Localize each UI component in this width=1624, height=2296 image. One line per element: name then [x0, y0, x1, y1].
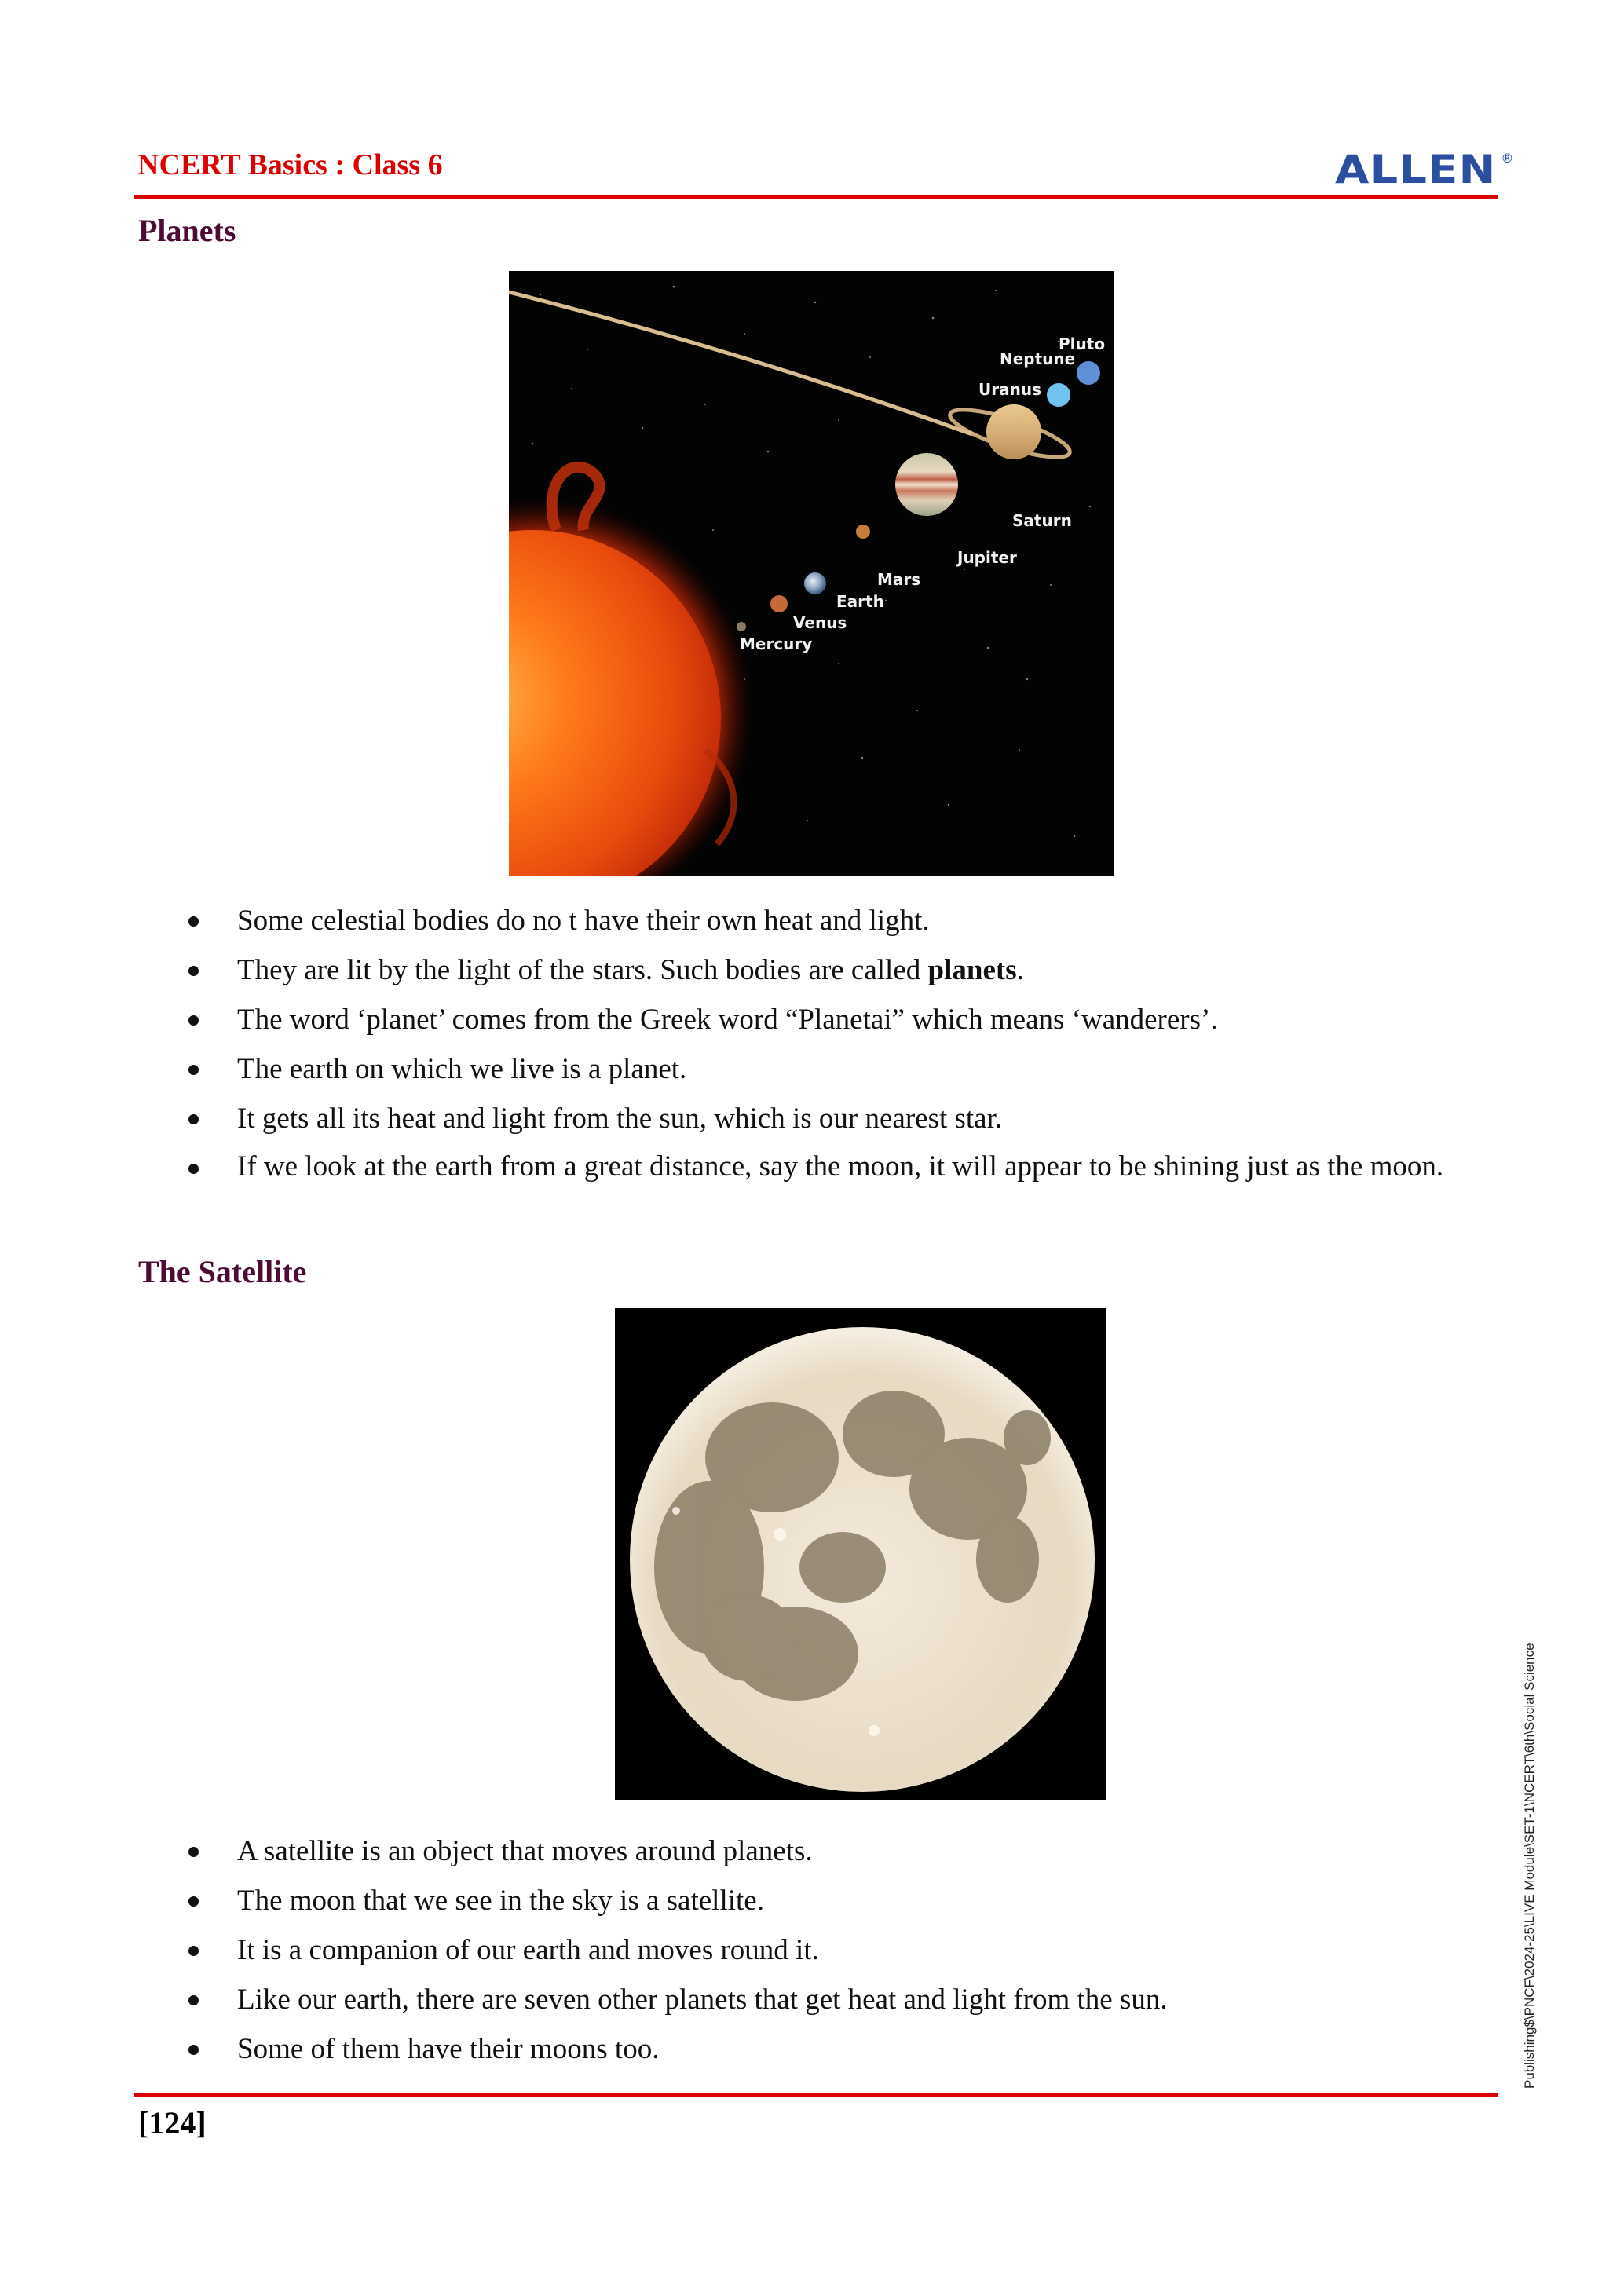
bullet-icon [188, 2045, 199, 2055]
page-number: [124] [138, 2105, 207, 2141]
logo-text: ALLEN [1335, 147, 1497, 192]
moon-image [615, 1308, 1106, 1800]
full-moon-photo [615, 1308, 1106, 1800]
header-title: NCERT Basics : Class 6 [137, 148, 443, 181]
solar-system-illustration [509, 271, 1114, 876]
allen-logo [1335, 148, 1513, 195]
mercury-planet [737, 622, 746, 631]
list-item: A satellite is an object that moves around planets. [188, 1826, 1508, 1876]
label-mercury: Mercury [740, 634, 813, 653]
bullet-icon [188, 1114, 199, 1124]
satellite-bullet-list [188, 1826, 1508, 2074]
registered-mark-icon: ® [1501, 151, 1514, 166]
label-venus: Venus [793, 613, 847, 632]
list-item: Like our earth, there are seven other planets that get heat and light from the sun. [188, 1975, 1508, 2024]
side-file-path: Publishing$\PNCF\2024-25\LIVE Module\SET-1\NCERT\6th\Social Science [1522, 1643, 1537, 2089]
bullet-icon [188, 1847, 199, 1857]
bullet-icon [188, 1015, 199, 1026]
earth-planet [804, 572, 826, 594]
uranus-planet [1047, 383, 1070, 407]
label-jupiter: Jupiter [957, 548, 1017, 567]
label-neptune: Neptune [1000, 349, 1076, 368]
list-item: If we look at the earth from a great distance, say the moon, it will appear to be shining just as the moon. [188, 1143, 1508, 1190]
label-uranus: Uranus [978, 380, 1041, 399]
label-pluto: Pluto [1059, 335, 1106, 353]
bullet-icon [188, 1995, 199, 2005]
header-divider [134, 195, 1498, 199]
bullet-icon [188, 1164, 199, 1174]
label-mars: Mars [877, 570, 921, 589]
list-item: The moon that we see in the sky is a satellite. [188, 1876, 1508, 1925]
section-heading-satellite: The Satellite [138, 1254, 307, 1289]
bullet-icon [188, 1896, 199, 1907]
list-item: The word ‘planet’ comes from the Greek word “Planetai” which means ‘wanderers’. [188, 995, 1508, 1044]
bullet-icon [188, 1065, 199, 1075]
section-heading-planets: Planets [138, 213, 236, 248]
list-item: It gets all its heat and light from the sun, which is our nearest star. [188, 1094, 1508, 1143]
list-item: Some celestial bodies do no t have their own heat and light. [188, 896, 1508, 945]
label-earth: Earth [836, 592, 884, 611]
list-item: Some of them have their moons too. [188, 2024, 1508, 2074]
planets-bullet-list [188, 896, 1508, 1190]
bullet-icon [188, 966, 199, 976]
jupiter-planet [895, 453, 958, 516]
bold-term-planets: planets [927, 954, 1017, 986]
footer-divider [134, 2093, 1498, 2097]
bullet-icon [188, 1946, 199, 1956]
list-item: It is a companion of our earth and moves round it. [188, 1925, 1508, 1975]
list-item: The earth on which we live is a planet. [188, 1044, 1508, 1094]
venus-planet [770, 595, 788, 612]
solar-system-image [509, 271, 1114, 876]
mars-planet [856, 525, 870, 539]
list-item: They are lit by the light of the stars. Such bodies are called planets. [188, 945, 1508, 995]
pluto-planet [1077, 361, 1100, 385]
bullet-icon [188, 916, 199, 927]
label-saturn: Saturn [1012, 511, 1072, 530]
